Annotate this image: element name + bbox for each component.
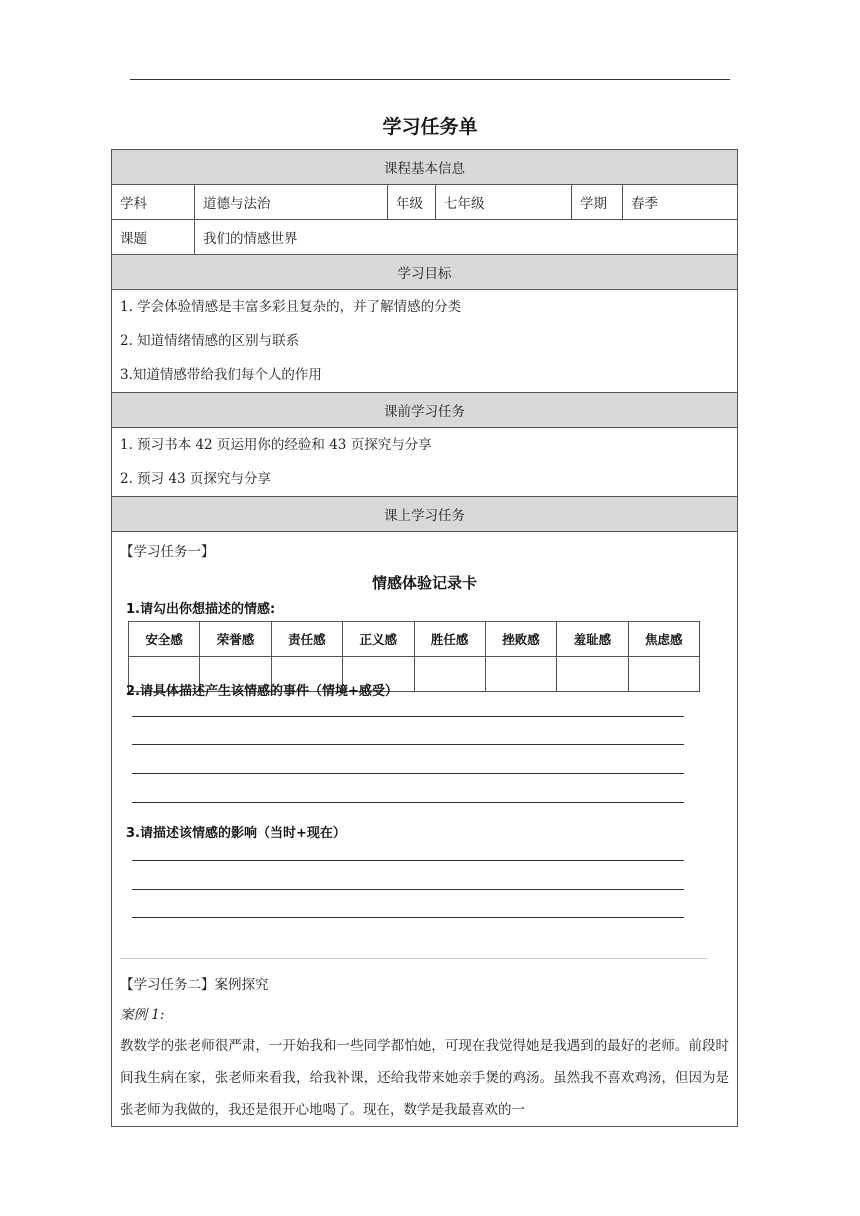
grade-value: 七年级 — [436, 185, 572, 220]
writing-line — [132, 889, 684, 890]
card-question-1: 1.请勾出你想描述的情感: — [126, 602, 276, 617]
document-title: 学习任务单 — [382, 116, 478, 138]
inclass-content — [112, 532, 738, 1127]
emotion-record-card — [120, 566, 729, 960]
emotion-cell: 正义感 — [343, 622, 414, 657]
task2-label: 【学习任务二】案例探究 — [120, 977, 269, 993]
emotion-cell: 责任感 — [271, 622, 342, 657]
goal-item: 2. 知道情绪情感的区别与联系 — [120, 333, 300, 349]
pre-task-item: 1. 预习书本 42 页运用你的经验和 43 页探究与分享 — [120, 437, 432, 453]
case-label: 案例 1: — [120, 1007, 165, 1023]
emotion-cell: 羞耻感 — [557, 622, 628, 657]
writing-line — [132, 860, 684, 861]
pre-task-item: 2. 预习 43 页探究与分享 — [120, 471, 271, 487]
pre-task-list — [112, 428, 738, 497]
grade-label: 年级 — [388, 185, 436, 220]
emotion-cell: 焦虑感 — [628, 622, 699, 657]
term-value: 春季 — [623, 185, 738, 220]
goals-list — [112, 290, 738, 393]
term-label: 学期 — [572, 185, 623, 220]
task-sheet-table — [111, 149, 738, 1127]
writing-line — [132, 773, 684, 774]
emotion-cell: 挫败感 — [485, 622, 556, 657]
writing-line — [132, 802, 684, 803]
emotion-cell: 安全感 — [129, 622, 200, 657]
card-question-2: 2.请具体描述产生该情感的事件（情境+感受） — [126, 684, 398, 699]
card-question-3: 3.请描述该情感的影响（当时+现在） — [126, 826, 346, 841]
topic-label: 课题 — [112, 220, 195, 255]
writing-line — [132, 716, 684, 717]
case-text: 教数学的张老师很严肃，一开始我和一些同学都怕她，可现在我觉得她是我遇到的最好的老师。前段时间我生病在家，张老师来看我，给我补课，还给我带来她亲手煲的鸡汤。虽然我不喜欢鸡汤，但因为是张老师为我做的，我还是很开心地喝了。现在，数学是我最喜欢的一 — [120, 1038, 730, 1118]
section-header-pre: 课前学习任务 — [112, 393, 738, 428]
section-header-goals: 学习目标 — [112, 255, 738, 290]
task1-label: 【学习任务一】 — [120, 544, 215, 560]
section-header-basic: 课程基本信息 — [112, 150, 738, 185]
emotion-check-cell[interactable] — [414, 657, 485, 692]
goal-item: 3.知道情感带给我们每个人的作用 — [120, 367, 322, 383]
subject-label: 学科 — [112, 185, 195, 220]
emotion-cell: 荣誉感 — [200, 622, 271, 657]
writing-line — [132, 917, 684, 918]
emotion-cell: 胜任感 — [414, 622, 485, 657]
emotion-check-cell[interactable] — [485, 657, 556, 692]
card-edge — [120, 958, 708, 959]
topic-value: 我们的情感世界 — [195, 220, 738, 255]
emotion-check-cell[interactable] — [628, 657, 699, 692]
card-title: 情感体验记录卡 — [372, 574, 478, 592]
writing-line — [132, 744, 684, 745]
goal-item: 1. 学会体验情感是丰富多彩且复杂的，并了解情感的分类 — [120, 299, 462, 315]
emotion-check-cell[interactable] — [557, 657, 628, 692]
header-rule — [130, 79, 730, 80]
section-header-inclass: 课上学习任务 — [112, 497, 738, 532]
subject-value: 道德与法治 — [195, 185, 388, 220]
